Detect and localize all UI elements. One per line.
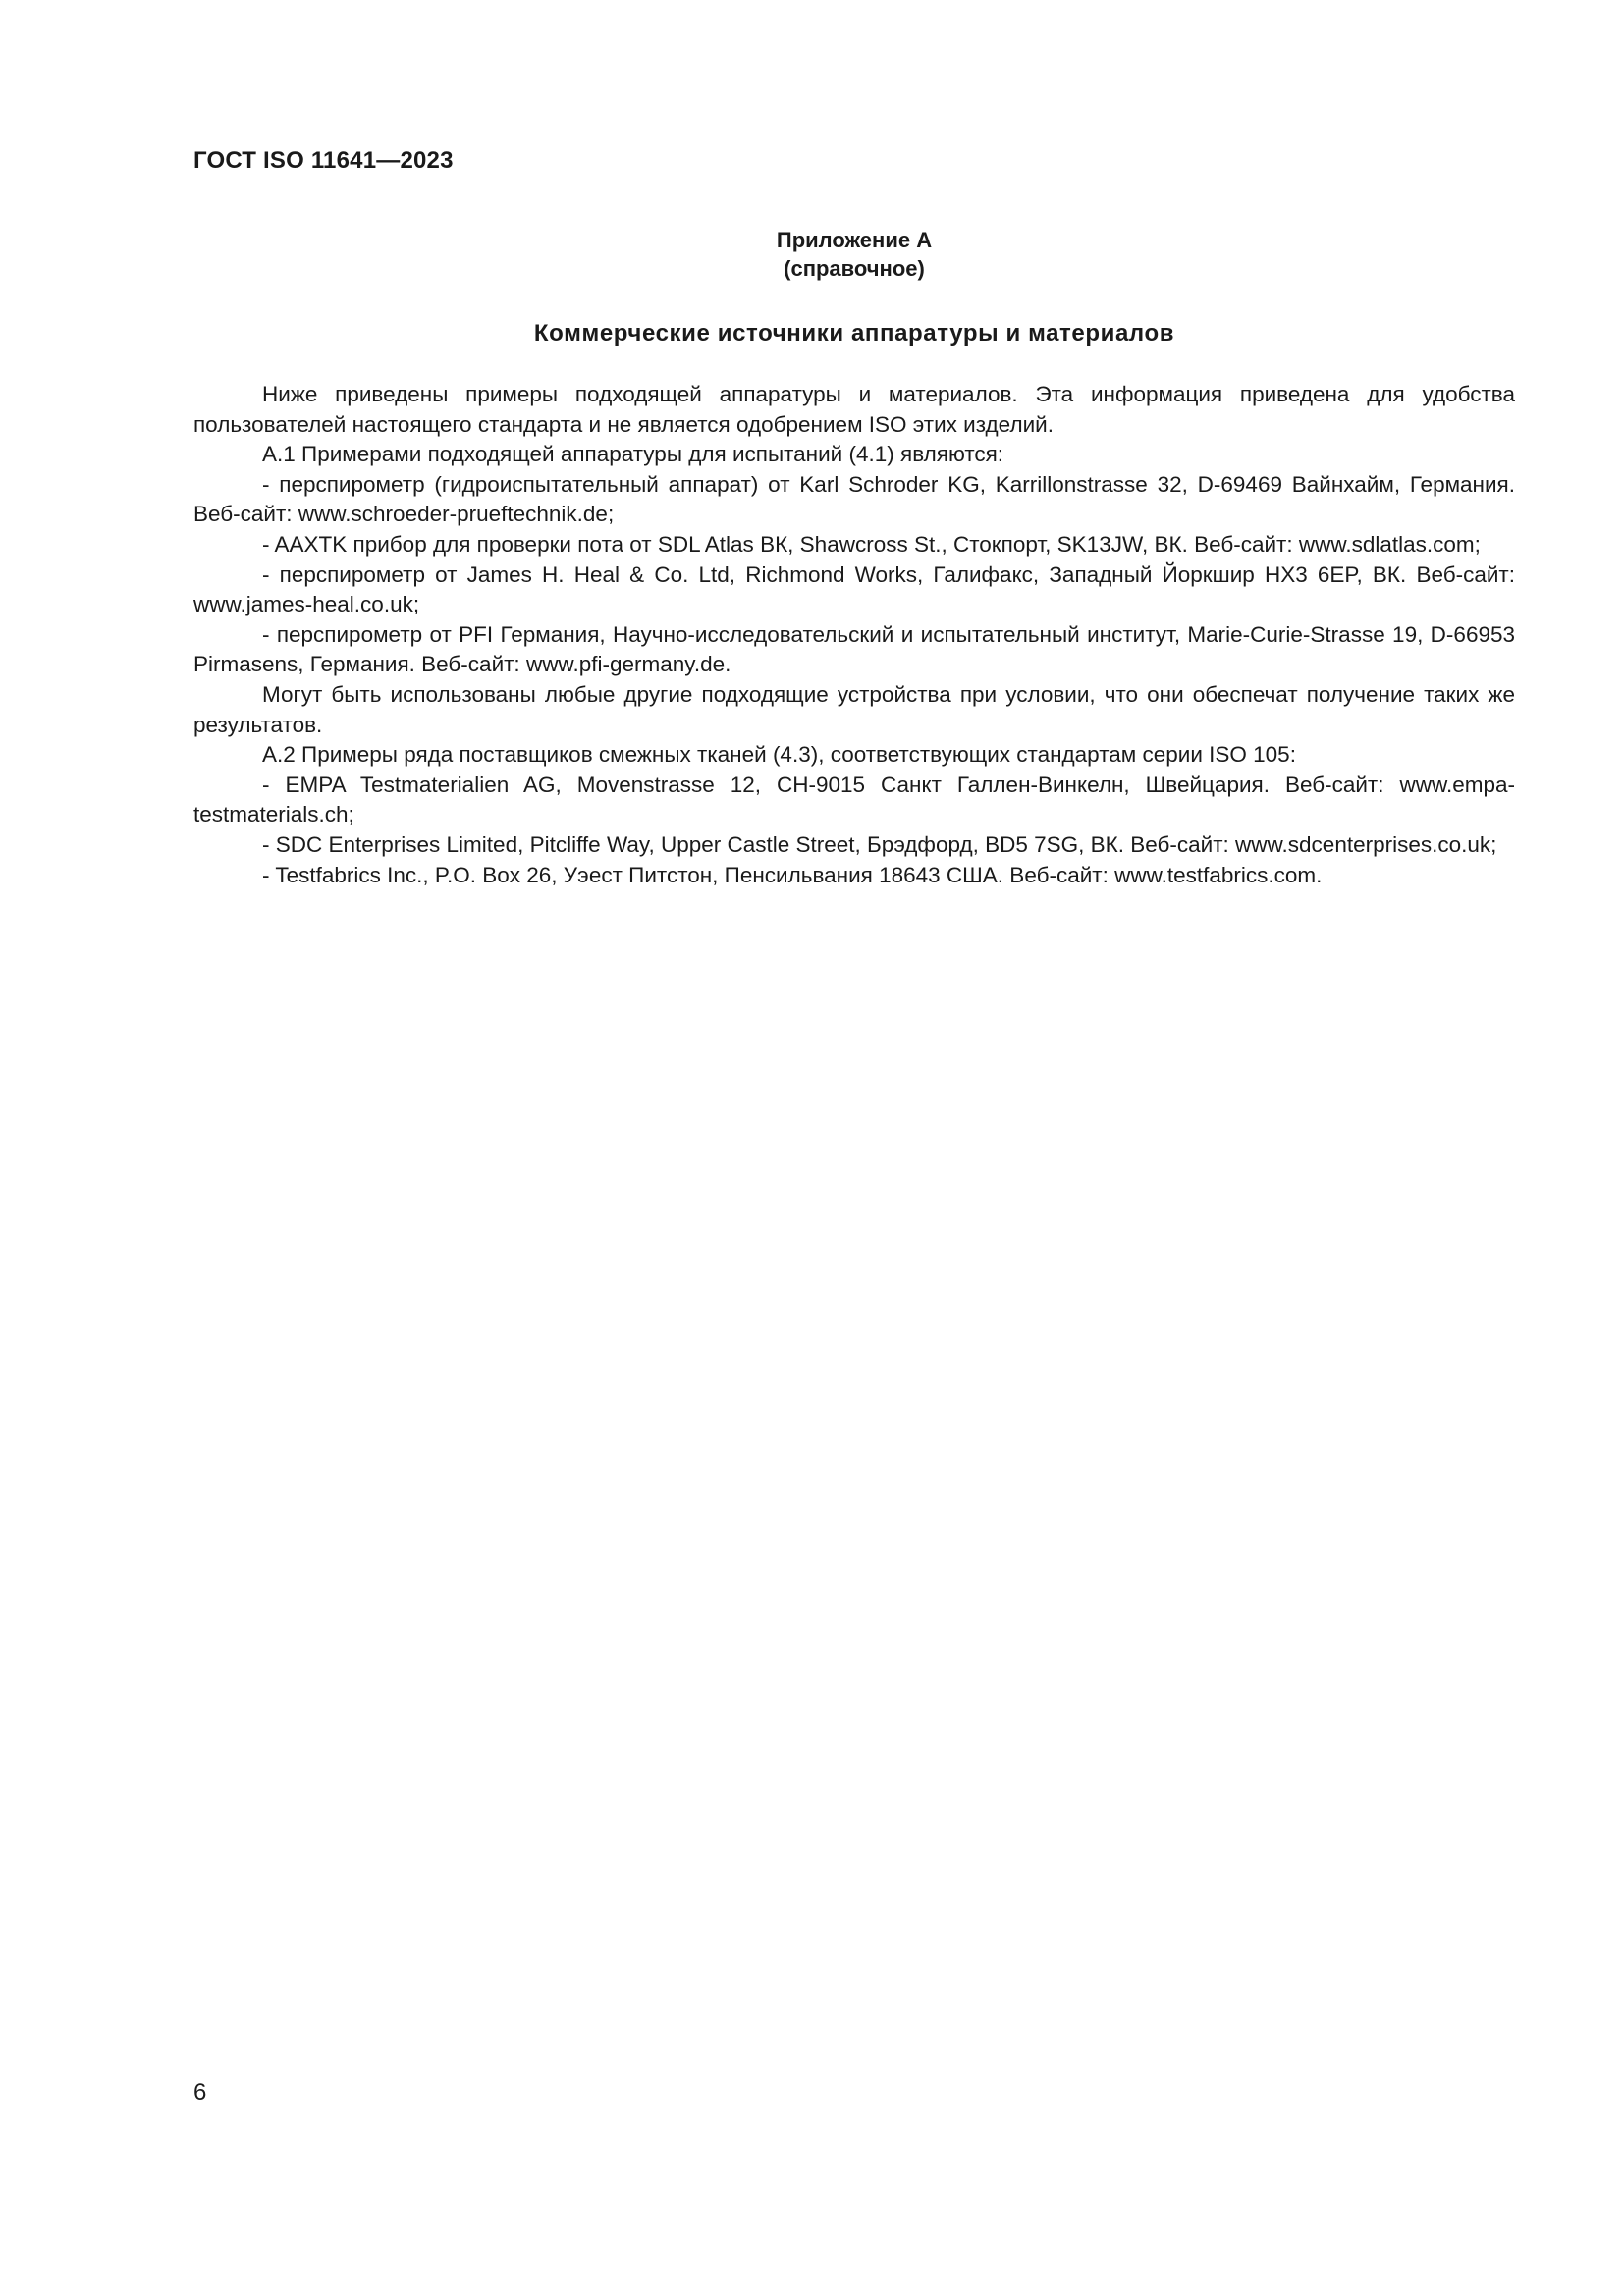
paragraph-a1-heading: А.1 Примерами подходящей аппаратуры для испытаний (4.1) являются: (262, 442, 1004, 467)
annex-status: (справочное) (784, 256, 925, 281)
paragraph-a2-heading: А.2 Примеры ряда поставщиков смежных тканей (4.3), соответствующих стандартам серии ISO 105: (262, 742, 1296, 768)
annex-label: Приложение А (776, 228, 933, 252)
list-item-apparatus: - перспирометр (гидроиспытательный аппарат) от Karl Schroder KG, Karrillonstrasse 32, D-69469 Вайнхайм, Германия. Веб-сайт: www.schroeder-prueftechnik.de; (193, 471, 1515, 527)
annex-body (193, 380, 1515, 890)
paragraph-equivalent-devices: Могут быть использованы любые другие подходящие устройства при условии, что они обеспечат получение таких же результатов. (193, 681, 1515, 737)
annex-title: Коммерческие источники аппаратуры и материалов (533, 320, 1175, 347)
list-item-apparatus: - перспирометр от James H. Heal & Co. Ltd, Richmond Works, Галифакс, Западный Йоркшир HX3 6EP, ВК. Веб-сайт: www.james-heal.co.uk; (193, 561, 1515, 617)
annex-heading (193, 226, 1515, 283)
list-item-apparatus: - перспирометр от PFI Германия, Научно-исследовательский и испытательный институт, Marie-Curie-Strasse 19, D-66953 Pirmasens, Германия. Веб-сайт: www.pfi-germany.de. (193, 621, 1515, 677)
running-head-standard-id: ГОСТ ISO 11641—2023 (193, 147, 454, 174)
list-item-supplier: - Testfabrics Inc., P.O. Box 26, Уэест Питстон, Пенсильвания 18643 США. Веб-сайт: www.testfabrics.com. (262, 862, 1323, 887)
list-item-supplier: - SDC Enterprises Limited, Pitcliffe Way, Upper Castle Street, Брэдфорд, BD5 7SG, ВК. Веб-сайт: www.sdcenterprises.co.uk; (262, 831, 1497, 857)
page-number: 6 (193, 2079, 207, 2106)
paragraph-intro: Ниже приведены примеры подходящей аппаратуры и материалов. Эта информация приведена для удобства пользователей настоящего стандарта и не является одобрением ISO этих изделий. (193, 382, 1515, 437)
list-item-supplier: - EMPA Testmaterialien AG, Movenstrasse 12, CH-9015 Санкт Галлен-Винкелн, Швейцария. Веб-сайт: www.empa-testmaterials.ch; (193, 772, 1515, 828)
list-item-apparatus: - AAXTK прибор для проверки пота от SDL Atlas ВК, Shawcross St., Стокпорт, SK13JW, ВК. Веб-сайт: www.sdlatlas.com; (262, 531, 1481, 557)
